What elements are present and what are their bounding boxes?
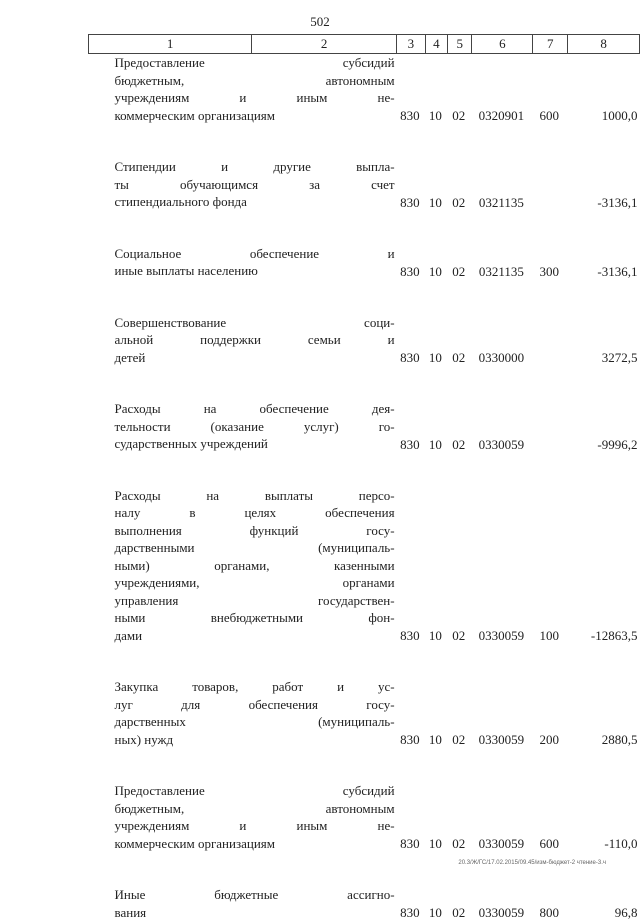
row-name-line: управления государствен- (115, 592, 395, 610)
spacer-cell (89, 211, 640, 245)
header-col-3: 3 (397, 35, 426, 54)
row-name-line: альной поддержки семьи и (115, 331, 395, 349)
cell-col-7: 600 (533, 782, 568, 852)
cell-col-8: 3272,5 (568, 314, 640, 367)
cell-col-3: 830 (397, 400, 426, 453)
cell-col-3: 830 (397, 314, 426, 367)
header-col-1: 1 (89, 35, 252, 54)
table-row (89, 886, 640, 921)
row-name-line: учреждениям и иным не- (115, 89, 395, 107)
row-name-line: Предоставление субсидий (115, 782, 395, 800)
spacer-cell (89, 124, 640, 158)
cell-col-8: -3136,1 (568, 158, 640, 211)
row-name-line: ты обучающимся за счет (115, 176, 395, 194)
cell-col-4: 10 (425, 782, 447, 852)
row-name-line: детей (115, 349, 395, 367)
cell-col-8: 96,8 (568, 886, 640, 921)
row-name-line: коммерческим организациям (115, 107, 395, 125)
spacer-cell (89, 644, 640, 678)
spacer-cell (89, 748, 640, 782)
cell-col-4: 10 (425, 158, 447, 211)
footer-code: 20.3/Ж/ГС/17.02.2015/09.45/изм-бюджет-2 чтение-3.ч (458, 860, 606, 866)
cell-col-5: 02 (448, 678, 472, 748)
row-name-line: сударственных учреждений (115, 435, 395, 453)
row-name-line: тельности (оказание услуг) го- (115, 418, 395, 436)
row-name-line: дарственных (муниципаль- (115, 713, 395, 731)
row-name-line: Стипендии и другие выпла- (115, 158, 395, 176)
cell-col-6: 0330059 (472, 886, 533, 921)
row-name-line: Совершенствование соци- (115, 314, 395, 332)
row-name-line: Иные бюджетные ассигно- (115, 886, 395, 904)
table-row (89, 158, 640, 211)
table-row (89, 487, 640, 645)
cell-col-7 (533, 400, 568, 453)
cell-col-5: 02 (448, 487, 472, 645)
cell-col-3: 830 (397, 678, 426, 748)
header-col-8: 8 (568, 35, 640, 54)
cell-col-7: 600 (533, 54, 568, 125)
table-row (89, 245, 640, 280)
table-body (89, 54, 640, 921)
row-name (89, 245, 397, 280)
row-name-line: бюджетным, автономным (115, 72, 395, 90)
row-name-line: стипендиального фонда (115, 193, 395, 211)
row-spacer (89, 124, 640, 158)
budget-table (88, 34, 640, 921)
cell-col-6: 0330059 (472, 487, 533, 645)
header-row (89, 35, 640, 54)
cell-col-3: 830 (397, 487, 426, 645)
spacer-cell (89, 280, 640, 314)
row-name-line: Расходы на обеспечение дея- (115, 400, 395, 418)
row-name-line: учреждениями, органами (115, 574, 395, 592)
cell-col-5: 02 (448, 54, 472, 125)
cell-col-5: 02 (448, 158, 472, 211)
row-name-line: иные выплаты населению (115, 262, 395, 280)
cell-col-3: 830 (397, 158, 426, 211)
page-number: 502 (0, 14, 640, 30)
row-name-line: учреждениям и иным не- (115, 817, 395, 835)
header-col-2: 2 (252, 35, 397, 54)
row-name (89, 314, 397, 367)
table-row (89, 678, 640, 748)
cell-col-3: 830 (397, 54, 426, 125)
cell-col-7: 800 (533, 886, 568, 921)
header-col-6: 6 (472, 35, 533, 54)
row-name (89, 158, 397, 211)
cell-col-6: 0330059 (472, 678, 533, 748)
table-row (89, 782, 640, 852)
cell-col-6: 0320901 (472, 54, 533, 125)
cell-col-7: 300 (533, 245, 568, 280)
row-spacer (89, 852, 640, 886)
row-name (89, 886, 397, 921)
cell-col-7 (533, 158, 568, 211)
row-name-line: луг для обеспечения госу- (115, 696, 395, 714)
cell-col-7: 100 (533, 487, 568, 645)
cell-col-7 (533, 314, 568, 367)
cell-col-4: 10 (425, 487, 447, 645)
cell-col-6: 0321135 (472, 245, 533, 280)
cell-col-4: 10 (425, 678, 447, 748)
cell-col-5: 02 (448, 782, 472, 852)
row-name-line: бюджетным, автономным (115, 800, 395, 818)
cell-col-5: 02 (448, 314, 472, 367)
row-name-line: вания (115, 904, 395, 921)
cell-col-8: 2880,5 (568, 678, 640, 748)
cell-col-4: 10 (425, 245, 447, 280)
row-spacer (89, 366, 640, 400)
cell-col-8: -12863,5 (568, 487, 640, 645)
cell-col-4: 10 (425, 314, 447, 367)
row-spacer (89, 644, 640, 678)
cell-col-3: 830 (397, 245, 426, 280)
row-name-line: коммерческим организациям (115, 835, 395, 853)
cell-col-8: 1000,0 (568, 54, 640, 125)
row-spacer (89, 453, 640, 487)
cell-col-4: 10 (425, 54, 447, 125)
row-name (89, 54, 397, 125)
header-col-4: 4 (425, 35, 447, 54)
table-row (89, 314, 640, 367)
row-spacer (89, 748, 640, 782)
row-name (89, 782, 397, 852)
row-name-line: ными) органами, казенными (115, 557, 395, 575)
row-name-line: Закупка товаров, работ и ус- (115, 678, 395, 696)
row-name-line: Расходы на выплаты персо- (115, 487, 395, 505)
cell-col-3: 830 (397, 782, 426, 852)
cell-col-8: -3136,1 (568, 245, 640, 280)
row-name-line: Социальное обеспечение и (115, 245, 395, 263)
cell-col-5: 02 (448, 400, 472, 453)
row-name-line: дарственными (муниципаль- (115, 539, 395, 557)
header-col-7: 7 (533, 35, 568, 54)
cell-col-8: -9996,2 (568, 400, 640, 453)
row-spacer (89, 211, 640, 245)
spacer-cell (89, 453, 640, 487)
cell-col-6: 0330000 (472, 314, 533, 367)
cell-col-7: 200 (533, 678, 568, 748)
cell-col-4: 10 (425, 886, 447, 921)
cell-col-4: 10 (425, 400, 447, 453)
cell-col-5: 02 (448, 245, 472, 280)
cell-col-5: 02 (448, 886, 472, 921)
row-name-line: дами (115, 627, 395, 645)
cell-col-6: 0330059 (472, 400, 533, 453)
spacer-cell (89, 852, 640, 886)
header-col-5: 5 (448, 35, 472, 54)
row-name-line: ных) нужд (115, 731, 395, 749)
cell-col-6: 0321135 (472, 158, 533, 211)
cell-col-8: -110,0 (568, 782, 640, 852)
row-name (89, 678, 397, 748)
cell-col-3: 830 (397, 886, 426, 921)
row-name-line: налу в целях обеспечения (115, 504, 395, 522)
row-name-line: Предоставление субсидий (115, 54, 395, 72)
row-spacer (89, 280, 640, 314)
table-row (89, 400, 640, 453)
row-name (89, 487, 397, 645)
row-name-line: ными внебюджетными фон- (115, 609, 395, 627)
row-name-line: выполнения функций госу- (115, 522, 395, 540)
table-row (89, 54, 640, 125)
spacer-cell (89, 366, 640, 400)
row-name (89, 400, 397, 453)
cell-col-6: 0330059 (472, 782, 533, 852)
